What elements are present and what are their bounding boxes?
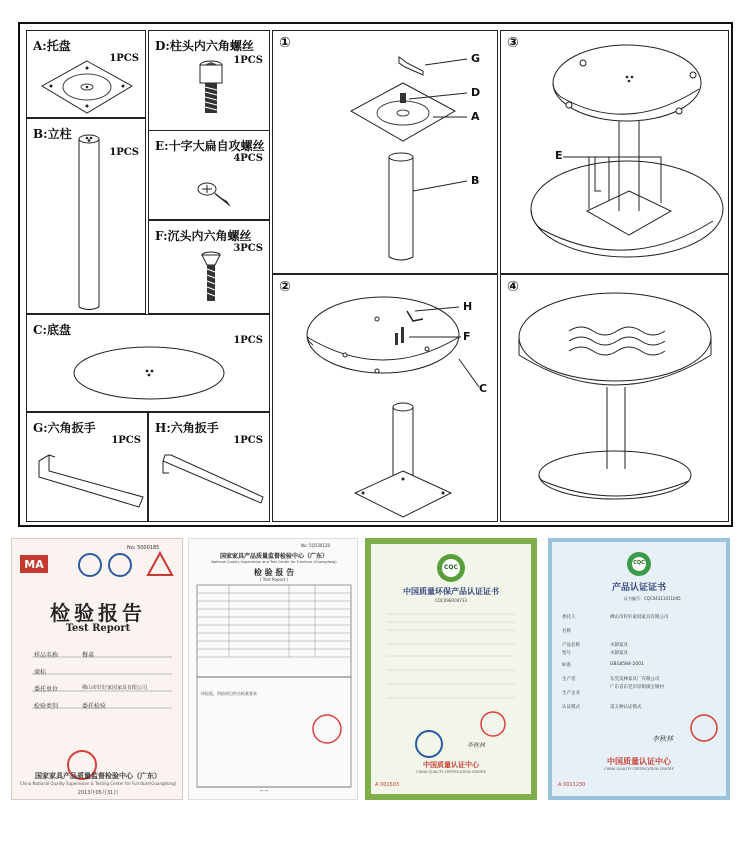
part-c-base <box>26 314 270 412</box>
part-qty: 4PCS <box>233 153 263 164</box>
cqc-green-footer-en: CHINA QUALITY CERTIFICATION CENTRE <box>416 770 486 774</box>
page-conclusion: 经检验，所检项目符合标准要求 <box>201 691 257 696</box>
cert-row-label: 标准 <box>562 663 571 668</box>
part-label: E:十字大扁自攻螺丝 <box>155 139 265 153</box>
cqc-green-cert-no: CQC09ER04733 <box>435 598 467 603</box>
cert-row-value: 东莞美林家具厂有限公司 <box>610 677 660 682</box>
hex-key-g-icon <box>27 413 148 522</box>
callout-g: G <box>471 52 481 65</box>
ma-logo-text: MA <box>24 558 44 571</box>
step-2-panel <box>272 274 498 522</box>
step-3-drawing <box>501 31 729 274</box>
step-1-drawing <box>273 31 498 274</box>
cqc-environmental-certificate <box>365 538 537 800</box>
report-footer: 国家家具产品质量监督检验中心（广东） <box>35 772 161 780</box>
cert-row-value: 广东省东莞市厚街镇宝塘村 <box>610 685 664 690</box>
cert-row-label: 认证模式 <box>562 705 580 710</box>
cqc-product-serial: A 0011230 <box>558 782 586 788</box>
step-4-drawing <box>501 275 729 522</box>
callout-e: E <box>555 149 563 162</box>
column-icon <box>27 119 146 314</box>
cqc-green-serial: A 001503 <box>375 782 400 788</box>
cqc-product-certificate <box>548 538 730 800</box>
part-label: G:六角扳手 <box>33 421 96 435</box>
report-row-label: 样品名称 <box>34 652 59 659</box>
part-b-column <box>26 118 146 314</box>
cqc-product-footer-en: CHINA QUALITY CERTIFICATION CENTRE <box>604 767 674 771</box>
callout-b: B <box>471 174 480 187</box>
report-footer-en: China National Quality Supervision & Testing Center for Furniture(Guangdong) <box>19 781 177 786</box>
step-number: ③ <box>507 35 519 51</box>
report-row-label: 检验类别 <box>34 703 59 710</box>
cert-row-label: 生产者 <box>562 677 576 682</box>
part-h-hex-key <box>148 412 270 522</box>
callout-a: A <box>471 110 480 123</box>
report-title: 检验报告 <box>50 601 146 625</box>
cert-row-label: 产品名称 <box>562 643 580 648</box>
page-title-en: ( Test Report ) <box>259 577 289 582</box>
part-label: H:六角扳手 <box>155 421 219 435</box>
part-qty: 1PCS <box>109 53 139 64</box>
part-label: C:底盘 <box>33 323 71 337</box>
part-qty: 1PCS <box>111 435 141 446</box>
part-a-tray <box>26 30 146 118</box>
part-qty: 1PCS <box>233 55 263 66</box>
cqc-product-footer: 中国质量认证中心 <box>607 757 671 766</box>
step-number: ② <box>279 279 291 295</box>
callout-d: D <box>471 86 481 99</box>
svg-text:⌒⌒: ⌒⌒ <box>259 791 270 797</box>
report-table-graphic <box>189 539 358 800</box>
step-3-panel <box>500 30 729 274</box>
part-label: F:沉头内六角螺丝 <box>155 229 252 243</box>
cqc-product-title: 产品认证证书 <box>611 583 666 593</box>
cert-row-label: 生产企业 <box>562 691 580 696</box>
part-qty: 1PCS <box>109 147 139 158</box>
cert-row-value: 木制家具 <box>610 651 628 656</box>
cert-row-label: 委托人 <box>562 615 576 620</box>
report-row-value: 佛山市好好家园家具有限公司 <box>82 685 148 691</box>
part-label: B:立柱 <box>33 127 72 141</box>
self-tap-screw-icon <box>149 131 270 220</box>
report-number: No: 5000185 <box>127 545 160 551</box>
cqc-logo-text: CQC <box>633 560 645 566</box>
part-qty: 3PCS <box>233 243 263 254</box>
tray-icon <box>27 31 146 118</box>
cqc-green-footer: 中国质量认证中心 <box>423 761 479 769</box>
cqc-green-cert-graphic <box>371 544 531 794</box>
page-number: No: 5Q130120 <box>301 543 331 548</box>
cqc-product-signer: 李秋林 <box>652 735 673 743</box>
callout-h: H <box>463 300 473 313</box>
cert-row-value: 第五种认证模式 <box>610 705 642 710</box>
cert-row-label: 型号 <box>562 651 571 656</box>
hex-key-h-icon <box>149 413 270 522</box>
part-label: D:柱头内六角螺丝 <box>155 39 254 53</box>
report-date: 2013年05月31日 <box>77 790 119 796</box>
callout-c: C <box>479 382 488 395</box>
cqc-green-signer: 李秋林 <box>467 742 486 749</box>
part-g-hex-key <box>26 412 148 522</box>
part-label: A:托盘 <box>33 39 71 53</box>
test-report-page <box>188 538 358 800</box>
cert-row-value: 木制家具 <box>610 643 628 648</box>
cqc-logo-text: CQC <box>444 564 458 571</box>
cert-row-label: 名称 <box>562 629 571 634</box>
page-header-en: National Quality Supervision and Test Center for Furniture (Guangdong) <box>211 560 337 564</box>
part-qty: 1PCS <box>233 335 263 346</box>
base-disc-icon <box>27 315 270 412</box>
report-row-value: 餐桌 <box>82 652 95 659</box>
cert-row-value: 佛山市好好家园家具有限公司 <box>610 615 669 620</box>
callout-f: F <box>463 330 471 343</box>
test-report-cover <box>11 538 183 800</box>
cqc-product-cert-no: 证书编号：CQC04111011045 <box>624 596 681 601</box>
report-row-value: 委托检验 <box>82 703 107 710</box>
part-e-self-tap-screw <box>148 130 270 220</box>
step-number: ① <box>279 35 291 51</box>
step-number: ④ <box>507 279 519 295</box>
report-row-label: 委托单位 <box>34 686 59 693</box>
page-title: 检 验 报 告 <box>253 568 295 577</box>
report-row-label: 商标 <box>34 669 47 676</box>
assembly-diagram <box>18 22 733 527</box>
part-qty: 1PCS <box>233 435 263 446</box>
part-f-countersunk-screw <box>148 220 270 314</box>
step-1-panel <box>272 30 498 274</box>
step-4-panel <box>500 274 729 522</box>
cert-row-value: GB18584-2001 <box>610 662 644 667</box>
page-header: 国家家具产品质量监督检验中心（广东） <box>219 553 328 560</box>
countersunk-screw-icon <box>149 221 270 314</box>
cqc-green-title: 中国质量环保产品认证证书 <box>403 587 499 596</box>
report-subtitle: Test Report <box>65 623 131 634</box>
